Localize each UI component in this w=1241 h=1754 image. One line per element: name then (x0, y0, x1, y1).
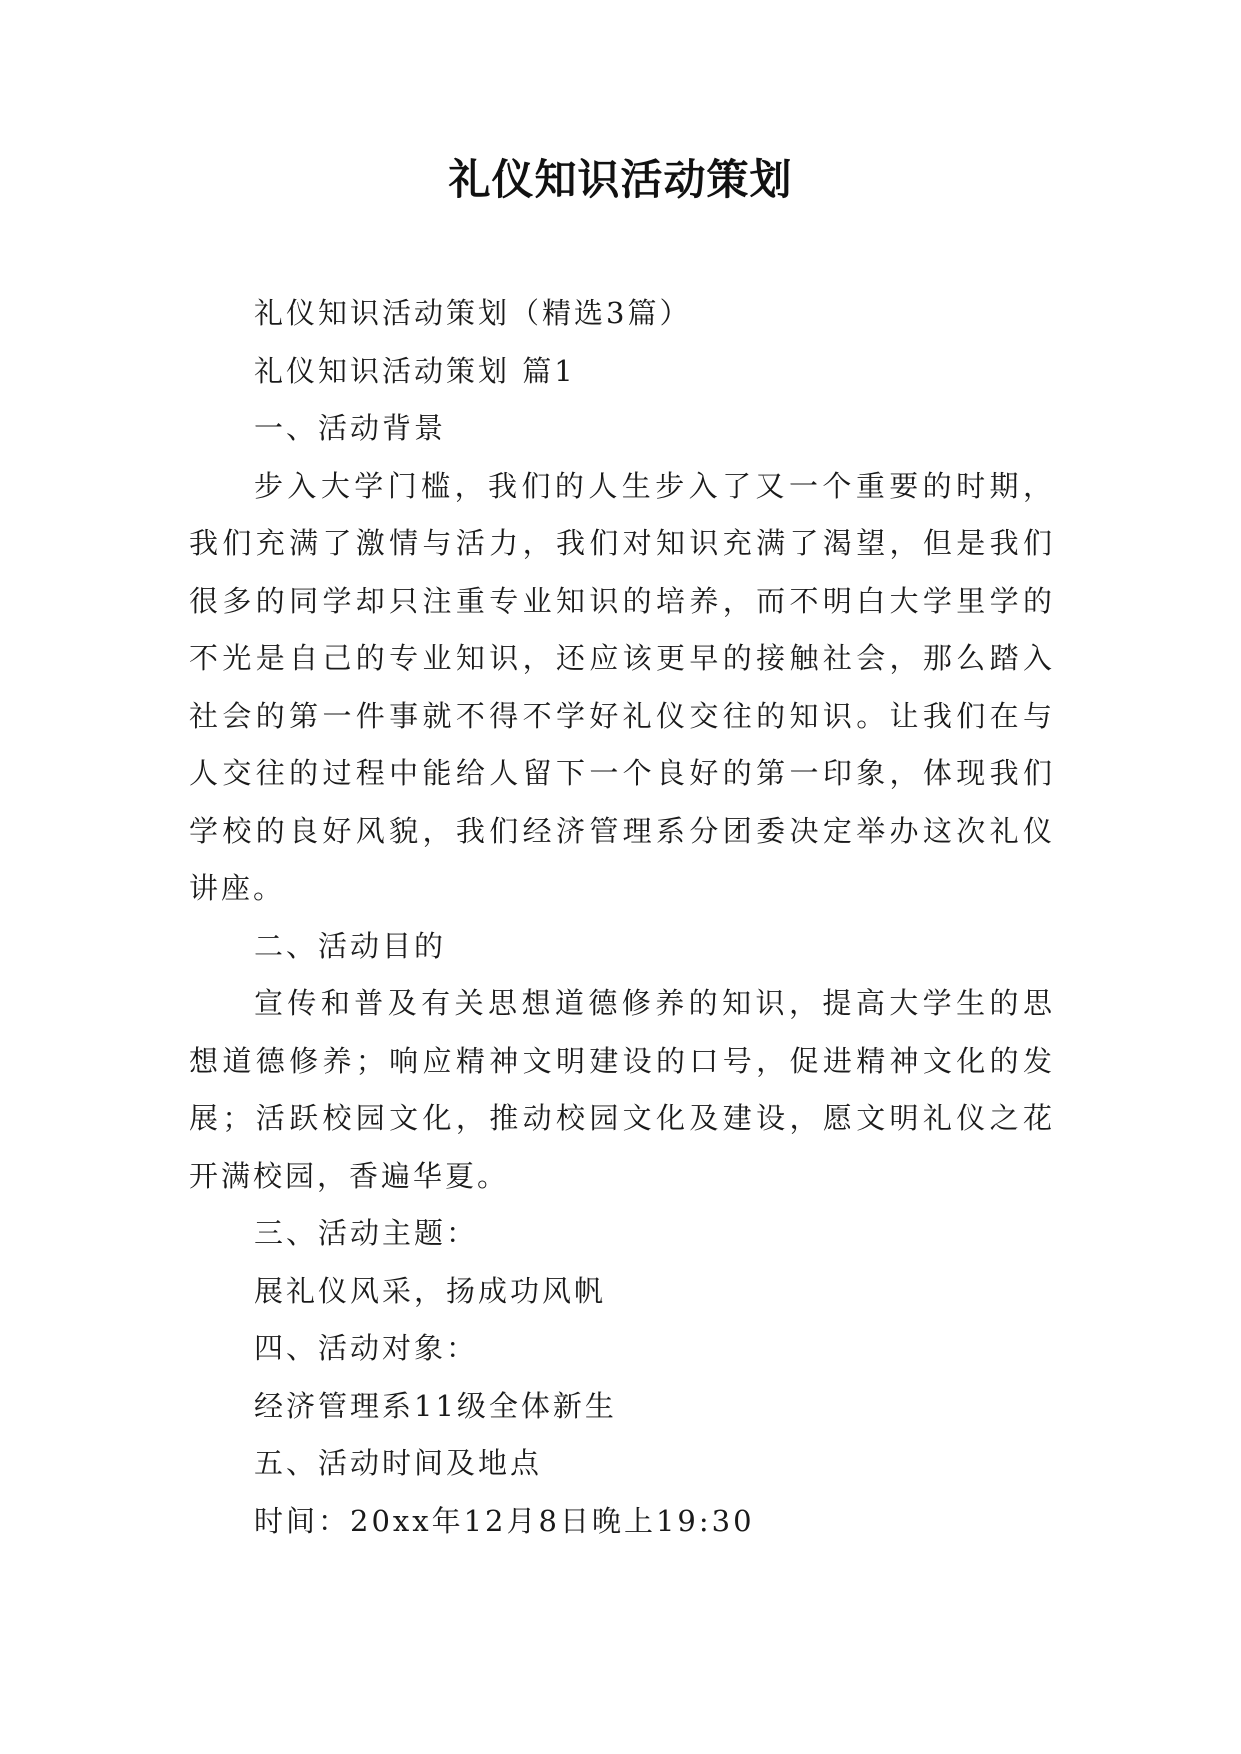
paragraph-line: 礼仪知识活动策划 篇1 (254, 353, 576, 388)
paragraph-line: 我们充满了激情与活力，我们对知识充满了渴望，但是我们 (189, 526, 1055, 560)
document-body (189, 285, 1055, 1550)
paragraph-line: 想道德修养；响应精神文明建设的口号，促进精神文化的发 (189, 1043, 1055, 1078)
paragraph-line: 经济管理系11级全体新生 (254, 1388, 617, 1423)
paragraph-line: 五、活动时间及地点 (254, 1446, 543, 1480)
paragraph-line: 步入大学门槛，我们的人生步入了又一个重要的时期， (254, 468, 1055, 503)
paragraph-line: 三、活动主题： (254, 1216, 479, 1250)
paragraph-line: 讲座。 (189, 871, 286, 905)
paragraph-line: 四、活动对象： (254, 1331, 479, 1365)
paragraph-line: 很多的同学却只注重专业知识的培养，而不明白大学里学的 (189, 583, 1055, 618)
paragraph-line: 礼仪知识活动策划（精选3篇） (254, 296, 692, 330)
paragraph-line: 人交往的过程中能给人留下一个良好的第一印象，体现我们 (189, 756, 1055, 790)
paragraph-line: 时间：20xx年12月8日晚上19:30 (254, 1503, 755, 1538)
paragraph-line: 一、活动背景 (254, 411, 447, 445)
paragraph-line: 二、活动目的 (254, 928, 447, 963)
paragraph-line: 展；活跃校园文化，推动校园文化及建设，愿文明礼仪之花 (189, 1101, 1055, 1135)
paragraph-line: 展礼仪风采，扬成功风帆 (254, 1273, 607, 1308)
paragraph-line: 宣传和普及有关思想道德修养的知识，提高大学生的思 (254, 986, 1055, 1020)
document-title: 礼仪知识活动策划 (448, 155, 793, 204)
paragraph-line: 不光是自己的专业知识，还应该更早的接触社会，那么踏入 (189, 641, 1055, 675)
paragraph-line: 学校的良好风貌，我们经济管理系分团委决定举办这次礼仪 (189, 813, 1055, 848)
paragraph-line: 开满校园，香遍华夏。 (189, 1158, 510, 1193)
paragraph-line: 社会的第一件事就不得不学好礼仪交往的知识。让我们在与 (189, 698, 1055, 733)
